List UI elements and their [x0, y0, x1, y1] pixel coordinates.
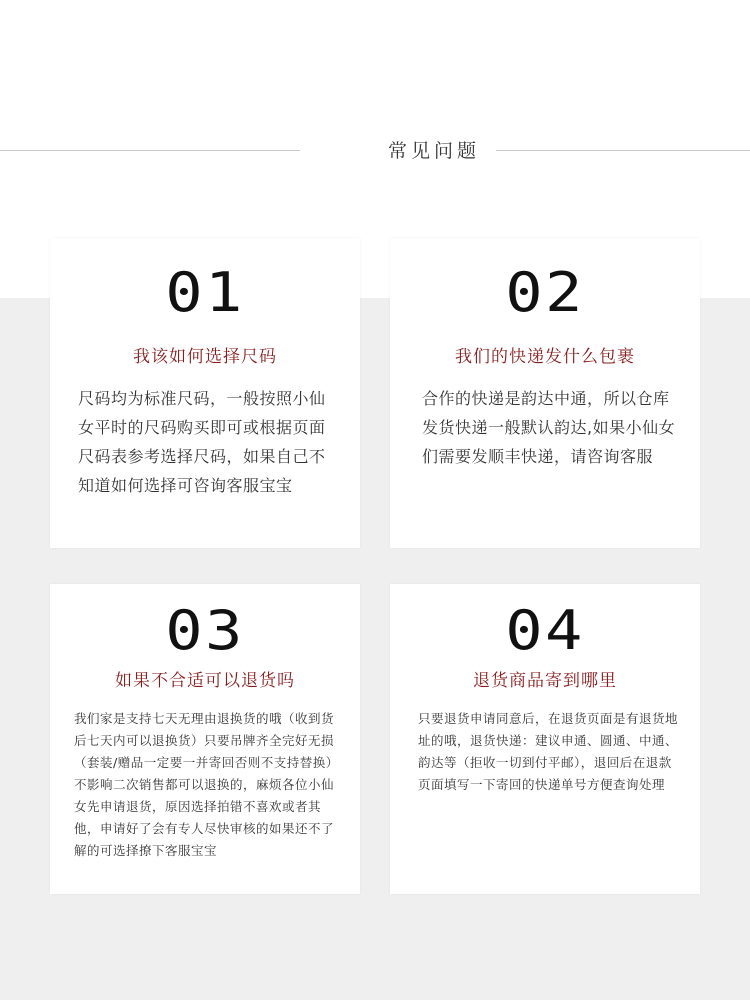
faq-card-3 [50, 584, 360, 894]
faq-card-4 [390, 584, 700, 894]
faq-number: 01 [165, 261, 245, 324]
faq-card-1 [50, 238, 360, 548]
faq-answer: 合作的快递是韵达中通，所以仓库发货快递一般默认韵达,如果小仙女们需要发顺丰快递，请咨询客服 [422, 389, 676, 466]
faq-question: 如果不合适可以退货吗 [115, 671, 295, 691]
faq-number: 03 [165, 599, 245, 662]
faq-number: 04 [505, 599, 585, 662]
faq-answer: 尺码均为标准尺码，一般按照小仙女平时的尺码购买即可或根据页面尺码表参考选择尺码，如果自己不知道如何选择可咨询客服宝宝 [78, 389, 326, 495]
page-title: 常见问题 [372, 138, 496, 164]
faq-answer: 我们家是支持七天无理由退换货的哦（收到货后七天内可以退换货）只要吊牌齐全完好无损（套装/赠品一定要一并寄回否则不支持替换）不影响二次销售都可以退换的，麻烦各位小仙女先申请退货，原因选择拍错不喜欢或者其他，申请好了会有专人尽快审核的如果还不了解的可选择撩下客服宝宝 [74, 711, 339, 858]
faq-number: 02 [505, 261, 585, 324]
faq-card-2 [390, 238, 700, 548]
header-blur [300, 142, 372, 160]
faq-question: 退货商品寄到哪里 [473, 671, 617, 691]
faq-question: 我们的快递发什么包裹 [455, 347, 635, 367]
faq-answer: 只要退货申请同意后，在退货页面是有退货地址的哦，退货快递：建议申通、圆通、中通、韵达等（拒收一切到付平邮），退回后在退款页面填写一下寄回的快递单号方便查询处理 [418, 711, 679, 792]
faq-question: 我该如何选择尺码 [133, 347, 277, 367]
